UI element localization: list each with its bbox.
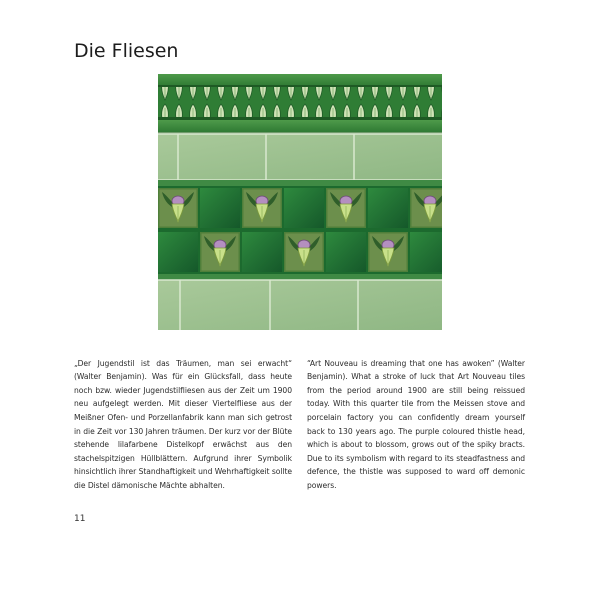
page-number: 11 [74, 514, 86, 524]
page-title: Die Fliesen [74, 40, 179, 62]
german-text: „Der Jugendstil ist das Träumen, man sei erwacht“ (Walter Benjamin). Was für ein Glücksfall, dass heute noch bzw. wieder Jugendstilfliesen aus der Zeit um 1900 neu aufgelegt werden. Mit dieser Viertelfliese aus der Meißner Ofen- und Porzellanfabrik kann man sich getrost in die Zeit vor 130 Jahren träumen. Der kurz vor der Blüte stehende lilafarbene Distelkopf erwächst aus den stachelspitzigen Hüllblättern. Aufgrund ihrer Symbolik hinsichtlich ihrer Standhaftigkeit und Wehrhaftigkeit sollte die Distel dämonische Mächte abhalten. [74, 358, 292, 490]
english-text: “Art Nouveau is dreaming that one has awoken” (Walter Benjamin). What a stroke of luck that Art Nouveau tiles from the period around 1900 are still being reissued today. With this quarter tile from the Meissen stove and porcelain factory you can confidently dream yourself back to 130 years ago. The purple coloured thistle head, which is about to blossom, grows out of the spiky bracts. Due to its symbolism with regard to its steadfastness and defence, the thistle was supposed to ward off demonic powers. [307, 358, 525, 490]
tile-photo [158, 74, 442, 330]
